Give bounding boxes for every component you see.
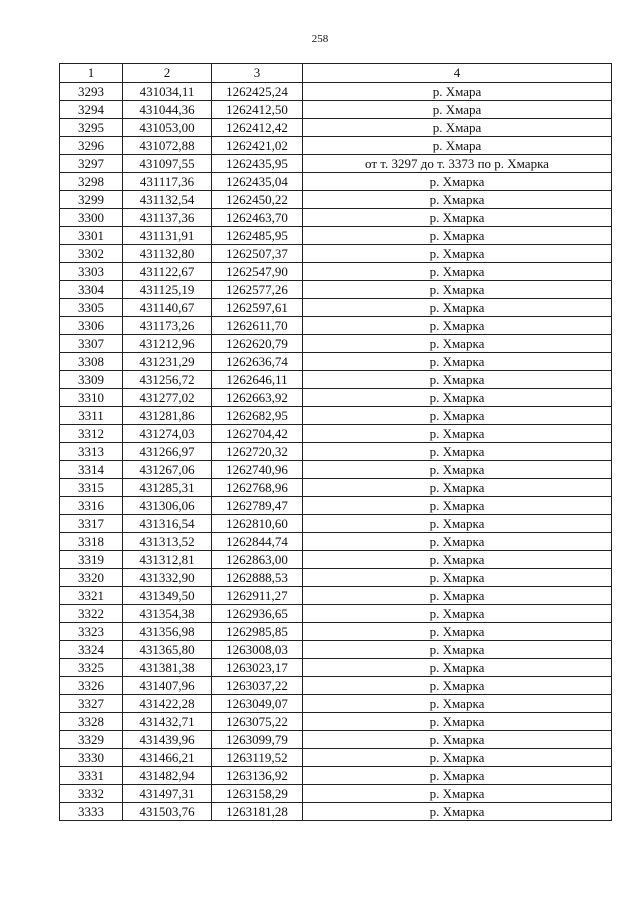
table-row <box>60 515 612 533</box>
cell-y-coordinate: 1263181,28 <box>212 803 303 821</box>
cell-x-coordinate: 431503,76 <box>123 803 212 821</box>
table-row <box>60 695 612 713</box>
cell-y-coordinate: 1262844,74 <box>212 533 303 551</box>
cell-x-coordinate: 431212,96 <box>123 335 212 353</box>
cell-point-number: 3326 <box>60 677 123 695</box>
cell-x-coordinate: 431274,03 <box>123 425 212 443</box>
table-row <box>60 749 612 767</box>
cell-point-number: 3308 <box>60 353 123 371</box>
cell-x-coordinate: 431381,38 <box>123 659 212 677</box>
table-row <box>60 731 612 749</box>
cell-boundary-description: р. Хмарка <box>303 659 612 677</box>
cell-point-number: 3304 <box>60 281 123 299</box>
cell-boundary-description: р. Хмарка <box>303 677 612 695</box>
cell-x-coordinate: 431281,86 <box>123 407 212 425</box>
table-row <box>60 803 612 821</box>
cell-x-coordinate: 431306,06 <box>123 497 212 515</box>
table-row <box>60 497 612 515</box>
cell-boundary-description: р. Хмарка <box>303 749 612 767</box>
cell-point-number: 3331 <box>60 767 123 785</box>
cell-y-coordinate: 1262768,96 <box>212 479 303 497</box>
cell-point-number: 3324 <box>60 641 123 659</box>
cell-boundary-description: р. Хмарка <box>303 227 612 245</box>
cell-point-number: 3323 <box>60 623 123 641</box>
cell-point-number: 3299 <box>60 191 123 209</box>
table-row <box>60 245 612 263</box>
cell-x-coordinate: 431231,29 <box>123 353 212 371</box>
table-row <box>60 371 612 389</box>
cell-x-coordinate: 431439,96 <box>123 731 212 749</box>
cell-y-coordinate: 1262911,27 <box>212 587 303 605</box>
table-row <box>60 407 612 425</box>
cell-point-number: 3293 <box>60 83 123 101</box>
cell-boundary-description: р. Хмарка <box>303 299 612 317</box>
cell-point-number: 3298 <box>60 173 123 191</box>
cell-point-number: 3309 <box>60 371 123 389</box>
cell-boundary-description: р. Хмарка <box>303 209 612 227</box>
cell-point-number: 3327 <box>60 695 123 713</box>
cell-point-number: 3297 <box>60 155 123 173</box>
cell-x-coordinate: 431256,72 <box>123 371 212 389</box>
cell-x-coordinate: 431266,97 <box>123 443 212 461</box>
cell-boundary-description: р. Хмарка <box>303 497 612 515</box>
cell-point-number: 3305 <box>60 299 123 317</box>
cell-y-coordinate: 1262412,50 <box>212 101 303 119</box>
cell-y-coordinate: 1262740,96 <box>212 461 303 479</box>
cell-x-coordinate: 431277,02 <box>123 389 212 407</box>
table-body <box>60 83 612 821</box>
cell-boundary-description: р. Хмарка <box>303 569 612 587</box>
table-header-row <box>60 64 612 83</box>
table-row <box>60 659 612 677</box>
cell-y-coordinate: 1262663,92 <box>212 389 303 407</box>
table-row <box>60 479 612 497</box>
column-header-point-number: 1 <box>60 64 123 83</box>
table-row <box>60 263 612 281</box>
cell-boundary-description: р. Хмарка <box>303 263 612 281</box>
cell-point-number: 3322 <box>60 605 123 623</box>
cell-x-coordinate: 431432,71 <box>123 713 212 731</box>
cell-x-coordinate: 431034,11 <box>123 83 212 101</box>
table-row <box>60 155 612 173</box>
cell-point-number: 3310 <box>60 389 123 407</box>
cell-point-number: 3311 <box>60 407 123 425</box>
cell-boundary-description: р. Хмарка <box>303 803 612 821</box>
cell-point-number: 3295 <box>60 119 123 137</box>
cell-x-coordinate: 431132,54 <box>123 191 212 209</box>
cell-boundary-description: р. Хмарка <box>303 425 612 443</box>
cell-y-coordinate: 1262682,95 <box>212 407 303 425</box>
cell-x-coordinate: 431132,80 <box>123 245 212 263</box>
cell-y-coordinate: 1262450,22 <box>212 191 303 209</box>
column-header-x-coordinate: 2 <box>123 64 212 83</box>
cell-boundary-description: р. Хмарка <box>303 317 612 335</box>
table-row <box>60 713 612 731</box>
cell-point-number: 3313 <box>60 443 123 461</box>
table-row <box>60 353 612 371</box>
cell-x-coordinate: 431131,91 <box>123 227 212 245</box>
page-number: 258 <box>311 33 329 45</box>
cell-x-coordinate: 431354,38 <box>123 605 212 623</box>
cell-y-coordinate: 1262577,26 <box>212 281 303 299</box>
cell-boundary-description: от т. 3297 до т. 3373 по р. Хмарка <box>303 155 612 173</box>
cell-x-coordinate: 431173,26 <box>123 317 212 335</box>
cell-x-coordinate: 431313,52 <box>123 533 212 551</box>
table-row <box>60 281 612 299</box>
table-row <box>60 227 612 245</box>
cell-boundary-description: р. Хмарка <box>303 713 612 731</box>
table-row <box>60 587 612 605</box>
cell-x-coordinate: 431349,50 <box>123 587 212 605</box>
cell-boundary-description: р. Хмарка <box>303 515 612 533</box>
cell-y-coordinate: 1262888,53 <box>212 569 303 587</box>
cell-y-coordinate: 1262597,61 <box>212 299 303 317</box>
cell-point-number: 3296 <box>60 137 123 155</box>
cell-boundary-description: р. Хмарка <box>303 551 612 569</box>
cell-boundary-description: р. Хмарка <box>303 191 612 209</box>
cell-boundary-description: р. Хмарка <box>303 605 612 623</box>
table-row <box>60 317 612 335</box>
cell-y-coordinate: 1263158,29 <box>212 785 303 803</box>
cell-boundary-description: р. Хмарка <box>303 533 612 551</box>
cell-point-number: 3328 <box>60 713 123 731</box>
table-row <box>60 119 612 137</box>
cell-boundary-description: р. Хмарка <box>303 479 612 497</box>
cell-point-number: 3319 <box>60 551 123 569</box>
cell-point-number: 3320 <box>60 569 123 587</box>
cell-point-number: 3302 <box>60 245 123 263</box>
cell-y-coordinate: 1262704,42 <box>212 425 303 443</box>
cell-x-coordinate: 431466,21 <box>123 749 212 767</box>
cell-x-coordinate: 431285,31 <box>123 479 212 497</box>
cell-point-number: 3316 <box>60 497 123 515</box>
cell-y-coordinate: 1262435,95 <box>212 155 303 173</box>
cell-boundary-description: р. Хмарка <box>303 767 612 785</box>
cell-x-coordinate: 431137,36 <box>123 209 212 227</box>
cell-x-coordinate: 431122,67 <box>123 263 212 281</box>
cell-x-coordinate: 431482,94 <box>123 767 212 785</box>
table-row <box>60 641 612 659</box>
cell-boundary-description: р. Хмара <box>303 101 612 119</box>
table-row <box>60 551 612 569</box>
cell-y-coordinate: 1262985,85 <box>212 623 303 641</box>
cell-x-coordinate: 431497,31 <box>123 785 212 803</box>
cell-x-coordinate: 431316,54 <box>123 515 212 533</box>
cell-point-number: 3325 <box>60 659 123 677</box>
cell-y-coordinate: 1262720,32 <box>212 443 303 461</box>
cell-boundary-description: р. Хмарка <box>303 389 612 407</box>
cell-y-coordinate: 1262421,02 <box>212 137 303 155</box>
cell-point-number: 3312 <box>60 425 123 443</box>
cell-point-number: 3307 <box>60 335 123 353</box>
table-row <box>60 677 612 695</box>
cell-y-coordinate: 1262425,24 <box>212 83 303 101</box>
cell-x-coordinate: 431422,28 <box>123 695 212 713</box>
cell-point-number: 3303 <box>60 263 123 281</box>
cell-y-coordinate: 1262646,11 <box>212 371 303 389</box>
table-row <box>60 137 612 155</box>
cell-point-number: 3333 <box>60 803 123 821</box>
cell-y-coordinate: 1263119,52 <box>212 749 303 767</box>
cell-point-number: 3315 <box>60 479 123 497</box>
cell-x-coordinate: 431267,06 <box>123 461 212 479</box>
table-row <box>60 443 612 461</box>
cell-y-coordinate: 1262620,79 <box>212 335 303 353</box>
cell-y-coordinate: 1262485,95 <box>212 227 303 245</box>
cell-y-coordinate: 1262810,60 <box>212 515 303 533</box>
cell-boundary-description: р. Хмара <box>303 83 612 101</box>
cell-point-number: 3294 <box>60 101 123 119</box>
table-row <box>60 173 612 191</box>
cell-point-number: 3300 <box>60 209 123 227</box>
cell-y-coordinate: 1262547,90 <box>212 263 303 281</box>
table-row <box>60 785 612 803</box>
table-row <box>60 605 612 623</box>
cell-boundary-description: р. Хмара <box>303 119 612 137</box>
cell-boundary-description: р. Хмарка <box>303 785 612 803</box>
cell-boundary-description: р. Хмарка <box>303 623 612 641</box>
cell-point-number: 3329 <box>60 731 123 749</box>
table-row <box>60 533 612 551</box>
cell-y-coordinate: 1262611,70 <box>212 317 303 335</box>
cell-y-coordinate: 1262412,42 <box>212 119 303 137</box>
cell-y-coordinate: 1263136,92 <box>212 767 303 785</box>
cell-y-coordinate: 1262863,00 <box>212 551 303 569</box>
table-row <box>60 425 612 443</box>
cell-boundary-description: р. Хмарка <box>303 371 612 389</box>
cell-boundary-description: р. Хмарка <box>303 587 612 605</box>
table-row <box>60 83 612 101</box>
cell-boundary-description: р. Хмарка <box>303 353 612 371</box>
table-row <box>60 461 612 479</box>
cell-x-coordinate: 431053,00 <box>123 119 212 137</box>
cell-point-number: 3317 <box>60 515 123 533</box>
cell-x-coordinate: 431365,80 <box>123 641 212 659</box>
cell-point-number: 3306 <box>60 317 123 335</box>
cell-x-coordinate: 431072,88 <box>123 137 212 155</box>
cell-y-coordinate: 1262435,04 <box>212 173 303 191</box>
cell-y-coordinate: 1262507,37 <box>212 245 303 263</box>
column-header-boundary-description: 4 <box>303 64 612 83</box>
table-row <box>60 389 612 407</box>
cell-boundary-description: р. Хмарка <box>303 641 612 659</box>
column-header-y-coordinate: 3 <box>212 64 303 83</box>
cell-boundary-description: р. Хмарка <box>303 173 612 191</box>
cell-boundary-description: р. Хмарка <box>303 443 612 461</box>
cell-point-number: 3332 <box>60 785 123 803</box>
cell-x-coordinate: 431332,90 <box>123 569 212 587</box>
cell-x-coordinate: 431044,36 <box>123 101 212 119</box>
cell-y-coordinate: 1262936,65 <box>212 605 303 623</box>
cell-y-coordinate: 1262789,47 <box>212 497 303 515</box>
cell-y-coordinate: 1263023,17 <box>212 659 303 677</box>
cell-point-number: 3330 <box>60 749 123 767</box>
cell-y-coordinate: 1262463,70 <box>212 209 303 227</box>
cell-boundary-description: р. Хмарка <box>303 245 612 263</box>
cell-boundary-description: р. Хмара <box>303 137 612 155</box>
cell-boundary-description: р. Хмарка <box>303 335 612 353</box>
cell-point-number: 3301 <box>60 227 123 245</box>
table-row <box>60 569 612 587</box>
cell-y-coordinate: 1263037,22 <box>212 677 303 695</box>
cell-boundary-description: р. Хмарка <box>303 281 612 299</box>
table-row <box>60 335 612 353</box>
table-row <box>60 209 612 227</box>
cell-x-coordinate: 431356,98 <box>123 623 212 641</box>
cell-y-coordinate: 1263075,22 <box>212 713 303 731</box>
table-row <box>60 767 612 785</box>
cell-x-coordinate: 431117,36 <box>123 173 212 191</box>
cell-y-coordinate: 1262636,74 <box>212 353 303 371</box>
cell-x-coordinate: 431097,55 <box>123 155 212 173</box>
cell-x-coordinate: 431312,81 <box>123 551 212 569</box>
cell-y-coordinate: 1263008,03 <box>212 641 303 659</box>
cell-x-coordinate: 431125,19 <box>123 281 212 299</box>
table-row <box>60 101 612 119</box>
cell-y-coordinate: 1263099,79 <box>212 731 303 749</box>
cell-boundary-description: р. Хмарка <box>303 695 612 713</box>
cell-point-number: 3314 <box>60 461 123 479</box>
table-row <box>60 191 612 209</box>
coordinates-table <box>59 63 612 821</box>
cell-x-coordinate: 431140,67 <box>123 299 212 317</box>
table-row <box>60 299 612 317</box>
cell-boundary-description: р. Хмарка <box>303 461 612 479</box>
cell-y-coordinate: 1263049,07 <box>212 695 303 713</box>
cell-x-coordinate: 431407,96 <box>123 677 212 695</box>
cell-point-number: 3318 <box>60 533 123 551</box>
table-row <box>60 623 612 641</box>
cell-boundary-description: р. Хмарка <box>303 407 612 425</box>
cell-point-number: 3321 <box>60 587 123 605</box>
cell-boundary-description: р. Хмарка <box>303 731 612 749</box>
